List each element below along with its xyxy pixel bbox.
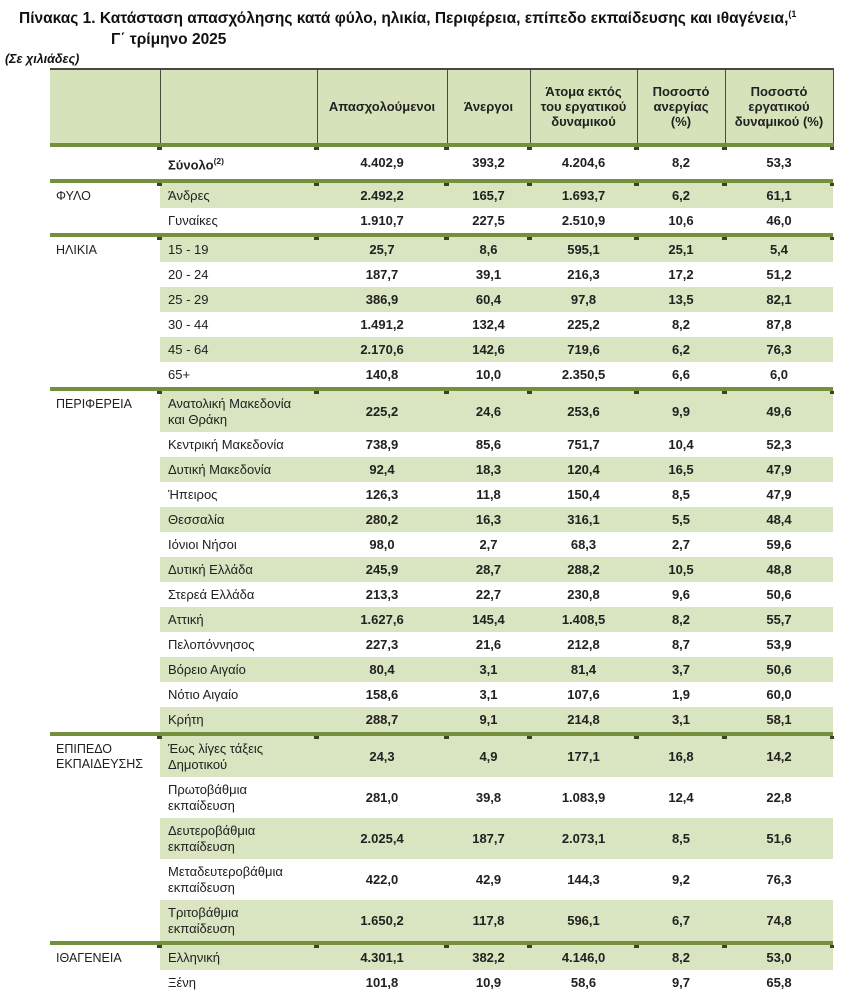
value-cell: 47,9 bbox=[766, 486, 792, 502]
value-cell: 187,7 bbox=[447, 818, 530, 859]
title-footnote-marker: (1 bbox=[788, 9, 797, 19]
table-row bbox=[50, 362, 833, 389]
value-cell: 25,7 bbox=[317, 235, 447, 262]
value-cell: 227,3 bbox=[365, 636, 399, 652]
value-cell: 65,8 bbox=[766, 974, 792, 990]
value-cell: 53,0 bbox=[725, 943, 833, 970]
value-cell: 16,8 bbox=[637, 734, 725, 777]
value-cell: 6,2 bbox=[637, 337, 725, 362]
total-label bbox=[160, 145, 317, 181]
table-row bbox=[50, 970, 833, 995]
row-label: Θεσσαλία bbox=[160, 507, 317, 532]
row-label: Άνδρες bbox=[160, 181, 317, 208]
value-cell: 8,5 bbox=[671, 486, 691, 502]
value-cell: 4.146,0 bbox=[530, 943, 637, 970]
row-label: 65+ bbox=[168, 366, 191, 382]
value-cell: 316,1 bbox=[530, 507, 637, 532]
value-cell: 165,7 bbox=[447, 181, 530, 208]
table-row bbox=[50, 818, 833, 859]
value-cell: 9,1 bbox=[447, 707, 530, 734]
table-row bbox=[50, 607, 833, 632]
value-cell: 1.408,5 bbox=[530, 607, 637, 632]
value-cell: 6,0 bbox=[769, 366, 789, 382]
row-label: Ελληνική bbox=[160, 943, 317, 970]
total-section bbox=[50, 145, 833, 181]
value-cell: 177,1 bbox=[530, 734, 637, 777]
row-label: Ήπειρος bbox=[168, 486, 218, 502]
table-row bbox=[50, 777, 833, 818]
value-cell: 55,7 bbox=[725, 607, 833, 632]
value-cell: 49,6 bbox=[725, 389, 833, 432]
table-header bbox=[50, 69, 833, 145]
table-row bbox=[50, 482, 833, 507]
value-cell: 386,9 bbox=[317, 287, 447, 312]
value-cell: 4,9 bbox=[447, 734, 530, 777]
table-row bbox=[50, 235, 833, 262]
value-cell: 12,4 bbox=[668, 789, 694, 805]
value-cell: 8,5 bbox=[637, 818, 725, 859]
table-row bbox=[50, 432, 833, 457]
value-cell: 227,5 bbox=[472, 212, 505, 228]
value-cell: 22,7 bbox=[475, 586, 502, 602]
table-row bbox=[50, 632, 833, 657]
header-row bbox=[50, 69, 833, 145]
table-row bbox=[50, 900, 833, 943]
row-label: Πρωτοβάθμια εκπαίδευση bbox=[168, 781, 248, 813]
value-cell: 187,7 bbox=[365, 266, 399, 282]
row-label: Πελοπόννησος bbox=[168, 636, 255, 652]
value-cell: 2,7 bbox=[671, 536, 691, 552]
value-cell: 17,2 bbox=[668, 266, 694, 282]
value-cell: 213,3 bbox=[365, 586, 399, 602]
section-age bbox=[50, 235, 833, 389]
value-cell: 10,4 bbox=[668, 436, 694, 452]
value-cell: 61,1 bbox=[725, 181, 833, 208]
value-cell: 50,6 bbox=[766, 586, 792, 602]
row-label: Ξένη bbox=[168, 974, 196, 990]
table-row bbox=[50, 557, 833, 582]
section-citizenship bbox=[50, 943, 833, 995]
value-cell: 3,1 bbox=[637, 707, 725, 734]
section-gender bbox=[50, 181, 833, 235]
value-cell: 53,3 bbox=[725, 145, 833, 181]
category-cell: ΗΛΙΚΙΑ bbox=[50, 235, 160, 389]
value-cell: 53,9 bbox=[766, 636, 792, 652]
value-cell: 1.083,9 bbox=[561, 789, 606, 805]
value-cell: 212,8 bbox=[567, 636, 600, 652]
value-cell: 8,2 bbox=[637, 943, 725, 970]
value-cell: 4.402,9 bbox=[317, 145, 447, 181]
value-cell: 10,9 bbox=[475, 974, 502, 990]
value-cell: 422,0 bbox=[365, 871, 399, 887]
row-label: Έως λίγες τάξεις Δημοτικού bbox=[160, 734, 317, 777]
value-cell: 1.627,6 bbox=[317, 607, 447, 632]
value-cell: 142,6 bbox=[447, 337, 530, 362]
value-cell: 6,2 bbox=[637, 181, 725, 208]
table-row bbox=[50, 734, 833, 777]
value-cell: 10,5 bbox=[637, 557, 725, 582]
row-label: Βόρειο Αιγαίο bbox=[160, 657, 317, 682]
value-cell: 101,8 bbox=[365, 974, 399, 990]
value-cell: 28,7 bbox=[447, 557, 530, 582]
section-education bbox=[50, 734, 833, 943]
value-cell: 1.650,2 bbox=[317, 900, 447, 943]
value-cell: 230,8 bbox=[567, 586, 600, 602]
value-cell: 22,8 bbox=[766, 789, 792, 805]
value-cell: 98,0 bbox=[369, 536, 395, 552]
table-row bbox=[50, 859, 833, 900]
value-cell: 3,7 bbox=[637, 657, 725, 682]
value-cell: 158,6 bbox=[365, 686, 399, 702]
row-label: 25 - 29 bbox=[160, 287, 317, 312]
value-cell: 18,3 bbox=[447, 457, 530, 482]
column-header-outside-labour-force: Άτομα εκτός του εργατικού δυναμικού bbox=[530, 69, 637, 145]
table-row bbox=[50, 262, 833, 287]
value-cell: 144,3 bbox=[567, 871, 600, 887]
value-cell: 1,9 bbox=[671, 686, 691, 702]
value-cell: 60,0 bbox=[766, 686, 792, 702]
table-row bbox=[50, 943, 833, 970]
table-row bbox=[50, 682, 833, 707]
value-cell: 145,4 bbox=[447, 607, 530, 632]
value-cell: 80,4 bbox=[317, 657, 447, 682]
row-label: Τριτοβάθμια εκπαίδευση bbox=[160, 900, 317, 943]
value-cell: 117,8 bbox=[447, 900, 530, 943]
value-cell: 25,1 bbox=[637, 235, 725, 262]
row-label: 20 - 24 bbox=[168, 266, 209, 282]
value-cell: 59,6 bbox=[766, 536, 792, 552]
row-label: Νότιο Αιγαίο bbox=[168, 686, 239, 702]
table-row bbox=[50, 582, 833, 607]
category-cell: ΠΕΡΙΦΕΡΕΙΑ bbox=[50, 389, 160, 734]
value-cell: 3,1 bbox=[447, 657, 530, 682]
value-cell: 9,6 bbox=[671, 586, 691, 602]
column-header-unemployment-rate: Ποσοστό ανεργίας (%) bbox=[637, 69, 725, 145]
value-cell: 107,6 bbox=[567, 686, 600, 702]
value-cell: 3,1 bbox=[479, 686, 498, 702]
table-row bbox=[50, 287, 833, 312]
category-cell: ΕΠΙΠΕΔΟ ΕΚΠΑΙΔΕΥΣΗΣ bbox=[50, 734, 160, 943]
value-cell: 8,2 bbox=[671, 316, 691, 332]
value-cell: 10,6 bbox=[668, 212, 694, 228]
value-cell: 8,2 bbox=[637, 145, 725, 181]
value-cell: 2.510,9 bbox=[561, 212, 606, 228]
value-cell: 596,1 bbox=[530, 900, 637, 943]
page-title bbox=[19, 9, 846, 50]
value-cell: 14,2 bbox=[725, 734, 833, 777]
value-cell: 21,6 bbox=[475, 636, 502, 652]
table-row bbox=[50, 457, 833, 482]
stats-table bbox=[50, 68, 834, 995]
value-cell: 39,8 bbox=[475, 789, 502, 805]
value-cell: 81,4 bbox=[530, 657, 637, 682]
value-cell: 4.301,1 bbox=[317, 943, 447, 970]
value-cell: 48,8 bbox=[725, 557, 833, 582]
row-label: Κρήτη bbox=[160, 707, 317, 734]
value-cell: 46,0 bbox=[766, 212, 792, 228]
value-cell: 2.350,5 bbox=[561, 366, 606, 382]
row-label: Ιόνιοι Νήσοι bbox=[168, 536, 237, 552]
total-label-text: Σύνολο bbox=[168, 157, 214, 173]
column-header-unemployed: Άνεργοι bbox=[447, 69, 530, 145]
value-cell: 751,7 bbox=[567, 436, 600, 452]
value-cell: 97,8 bbox=[530, 287, 637, 312]
value-cell: 8,6 bbox=[447, 235, 530, 262]
value-cell: 92,4 bbox=[317, 457, 447, 482]
value-cell: 47,9 bbox=[725, 457, 833, 482]
row-label: Ανατολική Μακεδονία και Θράκη bbox=[160, 389, 317, 432]
row-label: Δυτική Ελλάδα bbox=[160, 557, 317, 582]
category-cell: ΙΘΑΓΕΝΕΙΑ bbox=[50, 943, 160, 995]
value-cell: 76,3 bbox=[766, 871, 792, 887]
value-cell: 8,7 bbox=[671, 636, 691, 652]
value-cell: 6,7 bbox=[637, 900, 725, 943]
value-cell: 2.025,4 bbox=[317, 818, 447, 859]
value-cell: 738,9 bbox=[365, 436, 399, 452]
value-cell: 245,9 bbox=[317, 557, 447, 582]
value-cell: 1.693,7 bbox=[530, 181, 637, 208]
value-cell: 11,8 bbox=[476, 486, 501, 502]
value-cell: 132,4 bbox=[472, 316, 505, 332]
table-row bbox=[50, 707, 833, 734]
column-header-labour-force-rate: Ποσοστό εργατικού δυναμικού (%) bbox=[725, 69, 833, 145]
total-footnote-marker: (2) bbox=[213, 156, 224, 167]
row-label: Στερεά Ελλάδα bbox=[168, 586, 255, 602]
value-cell: 253,6 bbox=[530, 389, 637, 432]
value-cell: 52,3 bbox=[766, 436, 792, 452]
table-row bbox=[50, 532, 833, 557]
row-label: Μεταδευτεροβάθμια εκπαίδευση bbox=[168, 863, 283, 895]
value-cell: 10,0 bbox=[475, 366, 502, 382]
value-cell: 68,3 bbox=[570, 536, 597, 552]
value-cell: 58,1 bbox=[725, 707, 833, 734]
document-page bbox=[0, 9, 852, 1008]
row-label: Δυτική Μακεδονία bbox=[160, 457, 317, 482]
value-cell: 393,2 bbox=[447, 145, 530, 181]
value-cell: 39,1 bbox=[475, 266, 502, 282]
value-cell: 126,3 bbox=[365, 486, 399, 502]
value-cell: 5,5 bbox=[637, 507, 725, 532]
value-cell: 2.073,1 bbox=[530, 818, 637, 859]
row-label: 45 - 64 bbox=[160, 337, 317, 362]
value-cell: 8,2 bbox=[637, 607, 725, 632]
value-cell: 87,8 bbox=[766, 316, 792, 332]
value-cell: 48,4 bbox=[725, 507, 833, 532]
value-cell: 214,8 bbox=[530, 707, 637, 734]
value-cell: 140,8 bbox=[365, 366, 399, 382]
value-cell: 60,4 bbox=[447, 287, 530, 312]
value-cell: 42,9 bbox=[475, 871, 502, 887]
row-label: Γυναίκες bbox=[168, 212, 218, 228]
total-row bbox=[50, 145, 833, 181]
value-cell: 225,2 bbox=[317, 389, 447, 432]
value-cell: 719,6 bbox=[530, 337, 637, 362]
value-cell: 58,6 bbox=[570, 974, 597, 990]
value-cell: 74,8 bbox=[725, 900, 833, 943]
value-cell: 2,7 bbox=[479, 536, 498, 552]
value-cell: 288,7 bbox=[317, 707, 447, 734]
value-cell: 2.492,2 bbox=[317, 181, 447, 208]
value-cell: 5,4 bbox=[725, 235, 833, 262]
value-cell: 24,6 bbox=[447, 389, 530, 432]
value-cell: 1.491,2 bbox=[360, 316, 404, 332]
value-cell: 4.204,6 bbox=[530, 145, 637, 181]
value-cell: 281,0 bbox=[365, 789, 399, 805]
value-cell: 51,6 bbox=[725, 818, 833, 859]
header-empty-subcategory bbox=[160, 69, 317, 145]
row-label: 30 - 44 bbox=[168, 316, 209, 332]
category-cell: ΦΥΛΟ bbox=[50, 181, 160, 235]
units-note: (Σε χιλιάδες) bbox=[5, 52, 80, 67]
section-region bbox=[50, 389, 833, 734]
table-row bbox=[50, 181, 833, 208]
value-cell: 9,7 bbox=[671, 974, 691, 990]
table-row bbox=[50, 389, 833, 432]
value-cell: 6,6 bbox=[671, 366, 691, 382]
value-cell: 76,3 bbox=[725, 337, 833, 362]
row-label: Δευτεροβάθμια εκπαίδευση bbox=[160, 818, 317, 859]
category-cell-empty bbox=[50, 145, 160, 181]
column-header-employed: Απασχολούμενοι bbox=[317, 69, 447, 145]
row-label: Κεντρική Μακεδονία bbox=[168, 436, 284, 452]
value-cell: 120,4 bbox=[530, 457, 637, 482]
value-cell: 382,2 bbox=[447, 943, 530, 970]
value-cell: 82,1 bbox=[725, 287, 833, 312]
header-empty-category bbox=[50, 69, 160, 145]
value-cell: 13,5 bbox=[637, 287, 725, 312]
value-cell: 150,4 bbox=[567, 486, 600, 502]
row-label: Αττική bbox=[160, 607, 317, 632]
value-cell: 24,3 bbox=[317, 734, 447, 777]
value-cell: 288,2 bbox=[530, 557, 637, 582]
value-cell: 16,5 bbox=[637, 457, 725, 482]
value-cell: 2.170,6 bbox=[317, 337, 447, 362]
value-cell: 9,9 bbox=[637, 389, 725, 432]
table-row bbox=[50, 312, 833, 337]
table-row bbox=[50, 337, 833, 362]
value-cell: 51,2 bbox=[766, 266, 792, 282]
value-cell: 595,1 bbox=[530, 235, 637, 262]
value-cell: 16,3 bbox=[447, 507, 530, 532]
title-text: Πίνακας 1. Κατάσταση απασχόλησης κατά φύλο, ηλικία, Περιφέρεια, επίπεδο εκπαίδευσης και ιθαγένεια, bbox=[19, 10, 789, 28]
table-row bbox=[50, 208, 833, 235]
value-cell: 1.910,7 bbox=[360, 212, 404, 228]
value-cell: 280,2 bbox=[317, 507, 447, 532]
value-cell: 225,2 bbox=[567, 316, 600, 332]
row-label: 15 - 19 bbox=[160, 235, 317, 262]
value-cell: 9,2 bbox=[671, 871, 691, 887]
title-period: Γ΄ τρίμηνο 2025 bbox=[111, 30, 227, 48]
value-cell: 85,6 bbox=[475, 436, 502, 452]
table-row bbox=[50, 657, 833, 682]
value-cell: 216,3 bbox=[567, 266, 600, 282]
table-row bbox=[50, 507, 833, 532]
value-cell: 50,6 bbox=[725, 657, 833, 682]
